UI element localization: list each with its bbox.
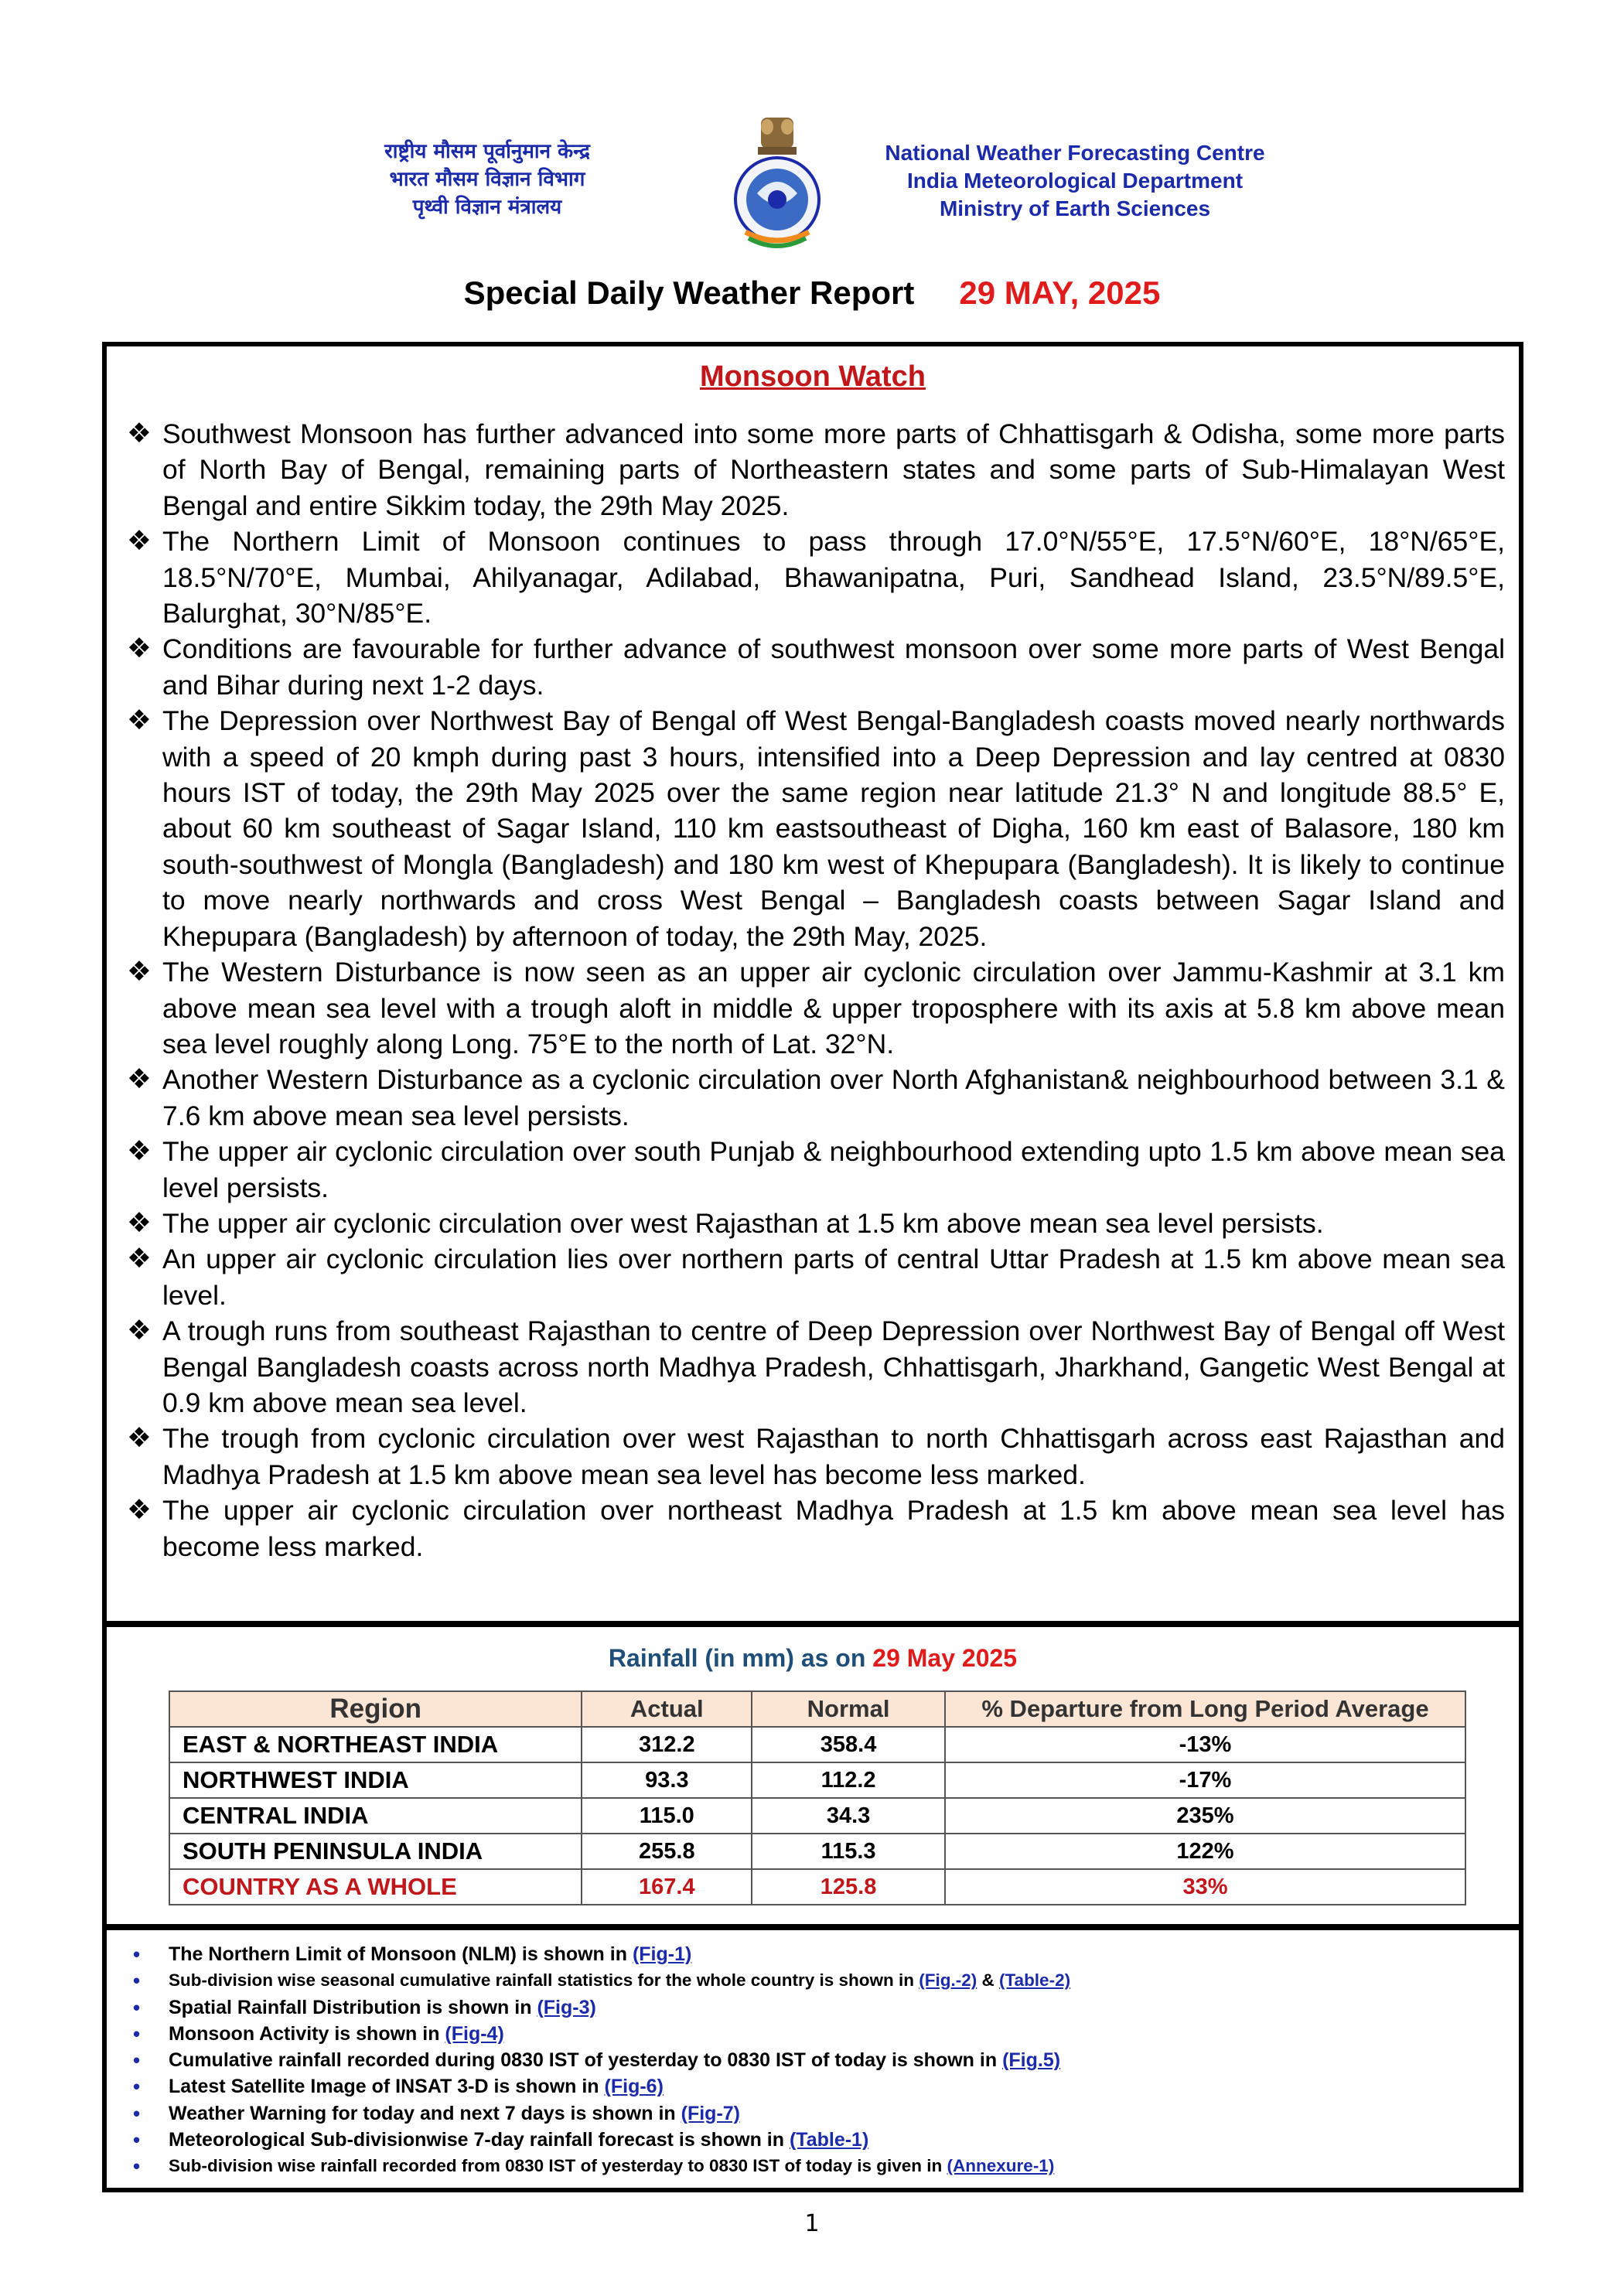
monsoon-bullet-text: Southwest Monsoon has further advanced into some more parts of Chhattisgarh & Odisha, some more parts of North Bay of Bengal, remaining parts of Northeastern states and some parts of Sub-Himalayan West Bengal and entire Sikkim today, the 29th May 2025. (162, 418, 1505, 521)
monsoon-bullet-list (125, 416, 1505, 1564)
figure-link-text: Cumulative rainfall recorded during 0830 IST of yesterday to 0830 IST of today is shown in (169, 2049, 1003, 2072)
value-cell: 34.3 (752, 1798, 945, 1834)
figure-link[interactable]: (Fig-6) (604, 2076, 664, 2098)
monsoon-watch-title: Monsoon Watch (700, 360, 926, 393)
page-number: 1 (804, 2210, 820, 2237)
value-cell: 235% (945, 1798, 1465, 1834)
diamond-bullet-icon: ❖ (127, 418, 152, 449)
monsoon-bullet (125, 1241, 1505, 1313)
region-cell: CENTRAL INDIA (169, 1798, 582, 1834)
hindi-header (340, 138, 634, 221)
table-header-row (169, 1691, 1465, 1727)
english-line: Ministry of Earth Sciences (939, 196, 1211, 220)
monsoon-bullet-text: An upper air cyclonic circulation lies over northern parts of central Uttar Pradesh at 1.5 km above mean sea level. (162, 1244, 1505, 1311)
monsoon-bullet-text: The upper air cyclonic circulation over northeast Madhya Pradesh at 1.5 km above mean sea level has become less marked. (162, 1495, 1505, 1562)
monsoon-bullet-text: The Northern Limit of Monsoon continues to pass through 17.0°N/55°E, 17.5°N/60°E, 18°N/65°E, 18.5°N/70°E, Mumbai, Ahilyanagar, Adilabad, Bhawanipatna, Puri, Sandhead Island, 23.5°N/89.5°E, Balurghat, 30°N/85°E. (162, 526, 1505, 629)
report-date: 29 MAY, 2025 (959, 275, 1161, 311)
value-cell: -17% (945, 1762, 1465, 1798)
diamond-bullet-icon: ❖ (127, 1063, 152, 1096)
monsoon-bullet (125, 1313, 1505, 1421)
diamond-bullet-icon: ❖ (127, 956, 152, 988)
value-cell: 115.3 (752, 1834, 945, 1869)
rainfall-section (102, 1622, 1523, 1929)
rainfall-table (169, 1690, 1466, 1905)
monsoon-bullet (125, 1062, 1505, 1134)
english-line: National Weather Forecasting Centre (885, 141, 1265, 165)
rainfall-table-body (169, 1727, 1465, 1905)
figure-link-item (125, 1967, 1070, 1994)
figure-link-item (125, 1941, 1070, 1967)
imd-emblem-icon (730, 116, 824, 254)
monsoon-bullet-text: The Western Disturbance is now seen as an upper air cyclonic circulation over Jammu-Kashmir at 3.1 km above mean sea level with a trough aloft in middle & upper troposphere with its axis at 5.8 km above mean sea level roughly along Long. 75°E to the north of Lat. 32°N. (162, 957, 1505, 1059)
monsoon-bullet (125, 524, 1505, 631)
monsoon-bullet-text: Another Western Disturbance as a cyclonic circulation over North Afghanistan& neighbourhood between 3.1 & 7.6 km above mean sea level persists. (162, 1064, 1505, 1131)
diamond-bullet-icon: ❖ (127, 1243, 152, 1275)
figure-link-item (125, 2153, 1070, 2179)
column-header: Region (169, 1691, 582, 1727)
english-line: India Meteorological Department (906, 169, 1244, 193)
value-cell: -13% (945, 1727, 1465, 1762)
report-title-text: Special Daily Weather Report (463, 275, 915, 311)
report-title (0, 275, 1624, 312)
monsoon-bullet (125, 1421, 1505, 1493)
region-cell: COUNTRY AS A WHOLE (169, 1869, 582, 1905)
english-header (851, 139, 1299, 223)
hindi-line: पृथ्वी विज्ञान मंत्रालय (412, 196, 562, 219)
value-cell: 33% (945, 1869, 1465, 1905)
figure-link-item (125, 2100, 1070, 2127)
figure-link-item (125, 2047, 1070, 2073)
rainfall-title-prefix: Rainfall (in mm) as on (608, 1644, 866, 1672)
figure-link[interactable]: (Fig.5) (1002, 2049, 1061, 2072)
figure-link[interactable]: (Fig.-2) (919, 1970, 977, 1991)
figure-link[interactable]: (Fig-4) (445, 2022, 504, 2045)
figure-link[interactable]: (Fig-7) (681, 2102, 740, 2124)
hindi-line: भारत मौसम विज्ञान विभाग (389, 168, 585, 191)
figure-link-list (125, 1941, 1070, 2180)
table-row (169, 1762, 1465, 1798)
monsoon-bullet (125, 954, 1505, 1062)
figure-link[interactable]: (Annexure-1) (947, 2156, 1055, 2176)
figure-link-text: The Northern Limit of Monsoon (NLM) is shown in (169, 1943, 633, 1965)
value-cell: 312.2 (582, 1727, 752, 1762)
figure-link-item (125, 2127, 1070, 2153)
figure-link-text: & (977, 1970, 999, 1991)
value-cell: 125.8 (752, 1869, 945, 1905)
monsoon-bullet (125, 416, 1505, 524)
figure-link-text: Monsoon Activity is shown in (169, 2022, 445, 2045)
rainfall-title-date: 29 May 2025 (872, 1644, 1018, 1672)
region-cell: SOUTH PENINSULA INDIA (169, 1834, 582, 1869)
monsoon-bullet-text: The trough from cyclonic circulation over west Rajasthan to north Chhattisgarh across east Rajasthan and Madhya Pradesh at 1.5 km above mean sea level has become less marked. (162, 1423, 1505, 1490)
value-cell: 93.3 (582, 1762, 752, 1798)
figure-link[interactable]: (Fig-1) (632, 1943, 692, 1965)
monsoon-bullet (125, 1134, 1505, 1206)
monsoon-bullet-text: A trough runs from southeast Rajasthan to centre of Deep Depression over Northwest Bay of Bengal off West Bengal Bangladesh coasts across north Madhya Pradesh, Chhattisgarh, Jharkhand, Gangetic West Bengal at 0.9 km above mean sea level. (162, 1315, 1505, 1418)
rainfall-title (107, 1644, 1519, 1673)
table-link[interactable]: (Table-2) (998, 1970, 1071, 1991)
region-cell: NORTHWEST INDIA (169, 1762, 582, 1798)
value-cell: 255.8 (582, 1834, 752, 1869)
monsoon-bullet (125, 1493, 1505, 1564)
column-header: % Departure from Long Period Average (945, 1691, 1465, 1727)
value-cell: 115.0 (582, 1798, 752, 1834)
diamond-bullet-icon: ❖ (127, 704, 152, 737)
diamond-bullet-icon: ❖ (127, 1135, 152, 1168)
figure-link-text: Latest Satellite Image of INSAT 3-D is shown in (169, 2076, 605, 2098)
value-cell: 167.4 (582, 1869, 752, 1905)
table-row (169, 1798, 1465, 1834)
figure-link-text: Meteorological Sub-divisionwise 7-day rainfall forecast is shown in (169, 2129, 790, 2151)
monsoon-bullet-text: The upper air cyclonic circulation over west Rajasthan at 1.5 km above mean sea level persists. (162, 1207, 1324, 1239)
figure-link-item (125, 2073, 1070, 2100)
figure-link-text: Sub-division wise rainfall recorded from 0830 IST of yesterday to 0830 IST of today is given in (169, 2156, 947, 2176)
diamond-bullet-icon: ❖ (127, 525, 152, 558)
monsoon-bullet-text: Conditions are favourable for further advance of southwest monsoon over some more parts of West Bengal and Bihar during next 1-2 days. (162, 633, 1505, 701)
figure-link-text: Weather Warning for today and next 7 days is shown in (169, 2102, 681, 2124)
value-cell: 122% (945, 1834, 1465, 1869)
table-row (169, 1727, 1465, 1762)
monsoon-watch-section (102, 342, 1523, 1626)
diamond-bullet-icon: ❖ (127, 633, 152, 665)
diamond-bullet-icon: ❖ (127, 1206, 152, 1239)
figure-link-item (125, 1994, 1070, 2021)
figure-links-section (102, 1926, 1523, 2192)
diamond-bullet-icon: ❖ (127, 1422, 152, 1455)
column-header: Normal (752, 1691, 945, 1727)
value-cell: 358.4 (752, 1727, 945, 1762)
hindi-line: राष्ट्रीय मौसम पूर्वानुमान केन्द्र (384, 140, 590, 163)
table-row (169, 1834, 1465, 1869)
column-header: Actual (582, 1691, 752, 1727)
monsoon-bullet (125, 1206, 1505, 1241)
figure-link-text: Spatial Rainfall Distribution is shown in (169, 1996, 537, 2018)
figure-link[interactable]: (Fig-3) (537, 1996, 596, 2018)
diamond-bullet-icon: ❖ (127, 1315, 152, 1347)
diamond-bullet-icon: ❖ (127, 1494, 152, 1527)
value-cell: 112.2 (752, 1762, 945, 1798)
figure-link[interactable]: (Table-1) (789, 2129, 869, 2151)
monsoon-bullet (125, 703, 1505, 954)
region-cell: EAST & NORTHEAST INDIA (169, 1727, 582, 1762)
figure-link-item (125, 2021, 1070, 2047)
monsoon-bullet (125, 631, 1505, 703)
figure-link-text: Sub-division wise seasonal cumulative rainfall statistics for the whole country is shown in (169, 1970, 919, 1991)
monsoon-bullet-text: The Depression over Northwest Bay of Bengal off West Bengal-Bangladesh coasts moved nearly northwards with a speed of 20 kmph during past 3 hours, intensified into a Deep Depression and lay centred at 0830 hours IST of today, the 29th May 2025 over the same region near latitude 21.3° N and longitude 88.5° E, about 60 km southeast of Sagar Island, 110 km eastsoutheast of Digha, 160 km east of Balasore, 180 km south-southwest of Mongla (Bangladesh) and 180 km west of Khepupara (Bangladesh). It is likely to continue to move nearly northwards and cross West Bengal – Bangladesh coasts between Sagar Island and Khepupara (Bangladesh) by afternoon of today, the 29th May, 2025. (162, 705, 1505, 952)
table-row (169, 1869, 1465, 1905)
monsoon-bullet-text: The upper air cyclonic circulation over south Punjab & neighbourhood extending upto 1.5 km above mean sea level persists. (162, 1136, 1505, 1203)
